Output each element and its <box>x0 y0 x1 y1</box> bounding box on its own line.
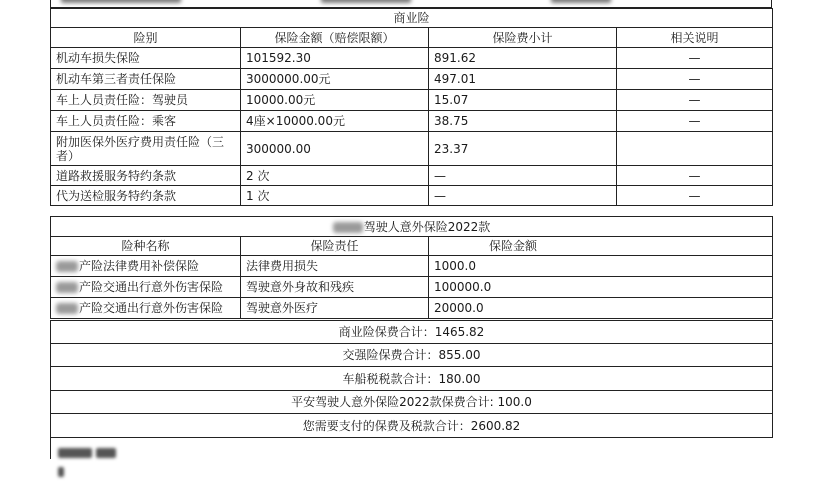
coverage-amount: 10000.00元 <box>241 90 429 111</box>
accident-section-title <box>51 217 773 237</box>
accident-insurance-table <box>50 216 773 319</box>
redacted-mark <box>56 282 78 293</box>
product-name-text: 产险法律费用补偿保险 <box>79 259 200 273</box>
coverage-premium: 23.37 <box>429 132 617 166</box>
coverage-note <box>617 132 773 166</box>
coverage-name: 机动车第三者责任保险 <box>51 69 241 90</box>
coverage-name: 附加医保外医疗费用责任险（三者） <box>51 132 241 166</box>
product-liability: 驾驶意外医疗 <box>241 298 429 319</box>
coverage-amount: 1 次 <box>241 186 429 206</box>
coverage-note: — <box>617 111 773 132</box>
commercial-total: 商业险保费合计：1465.82 <box>51 321 773 344</box>
table-row <box>51 48 773 69</box>
product-amount: 20000.0 <box>429 298 773 319</box>
table-row <box>51 111 773 132</box>
product-name <box>51 298 241 319</box>
header-insured-amount: 保险金额（赔偿限额） <box>241 28 429 48</box>
table-row <box>51 277 773 298</box>
table-row <box>51 256 773 277</box>
coverage-amount: 300000.00 <box>241 132 429 166</box>
coverage-premium: 891.62 <box>429 48 617 69</box>
left-border-continuation <box>50 437 51 459</box>
commercial-section-title: 商业险 <box>51 9 773 28</box>
product-name <box>51 277 241 298</box>
compulsory-total: 交强险保费合计：855.00 <box>51 344 773 367</box>
header-notes: 相关说明 <box>617 28 773 48</box>
commercial-header-row <box>51 28 773 48</box>
coverage-premium: 15.07 <box>429 90 617 111</box>
table-row <box>51 132 773 166</box>
redacted-mark <box>56 303 78 314</box>
cropped-top-row <box>50 0 772 8</box>
vehicle-tax-total: 车船税税款合计：180.00 <box>51 367 773 391</box>
product-name-text: 产险交通出行意外伤害保险 <box>79 301 224 315</box>
coverage-name: 车上人员责任险：乘客 <box>51 111 241 132</box>
coverage-premium: 38.75 <box>429 111 617 132</box>
coverage-note: — <box>617 48 773 69</box>
commercial-insurance-table <box>50 8 773 206</box>
product-name-text: 产险交通出行意外伤害保险 <box>79 280 224 294</box>
grand-total: 您需要支付的保费及税款合计：2600.82 <box>51 414 773 438</box>
coverage-amount: 3000000.00元 <box>241 69 429 90</box>
coverage-premium: — <box>429 186 617 206</box>
redacted-mark <box>56 261 78 272</box>
header-coverage: 险别 <box>51 28 241 48</box>
product-name <box>51 256 241 277</box>
table-row <box>51 186 773 206</box>
coverage-name: 机动车损失保险 <box>51 48 241 69</box>
totals-table <box>50 320 773 438</box>
accident-insurance-total: 平安驾驶人意外保险2022款保费合计: 100.0 <box>51 391 773 414</box>
header-product-name: 险种名称 <box>51 237 241 256</box>
redacted-footer-text <box>58 443 128 455</box>
coverage-note: — <box>617 90 773 111</box>
coverage-name: 代为送检服务特约条款 <box>51 186 241 206</box>
coverage-note: — <box>617 166 773 186</box>
coverage-amount: 2 次 <box>241 166 429 186</box>
table-row <box>51 90 773 111</box>
table-row <box>51 69 773 90</box>
coverage-name: 车上人员责任险：驾驶员 <box>51 90 241 111</box>
header-liability: 保险责任 <box>241 237 429 256</box>
accident-section-title-text: 驾驶人意外保险2022款 <box>363 219 491 234</box>
product-liability: 法律费用损失 <box>241 256 429 277</box>
table-row <box>51 298 773 319</box>
header-premium-subtotal: 保险费小计 <box>429 28 617 48</box>
coverage-premium: — <box>429 166 617 186</box>
table-row <box>51 166 773 186</box>
accident-header-row <box>51 237 773 256</box>
coverage-note: — <box>617 186 773 206</box>
coverage-amount: 101592.30 <box>241 48 429 69</box>
redacted-mark <box>333 222 363 233</box>
header-sum-insured: 保险金额 <box>429 237 773 256</box>
product-amount: 100000.0 <box>429 277 773 298</box>
product-amount: 1000.0 <box>429 256 773 277</box>
product-liability: 驾驶意外身故和残疾 <box>241 277 429 298</box>
coverage-premium: 497.01 <box>429 69 617 90</box>
coverage-note: — <box>617 69 773 90</box>
coverage-amount: 4座×10000.00元 <box>241 111 429 132</box>
coverage-name: 道路救援服务特约条款 <box>51 166 241 186</box>
insurance-quote-sheet <box>50 0 772 459</box>
